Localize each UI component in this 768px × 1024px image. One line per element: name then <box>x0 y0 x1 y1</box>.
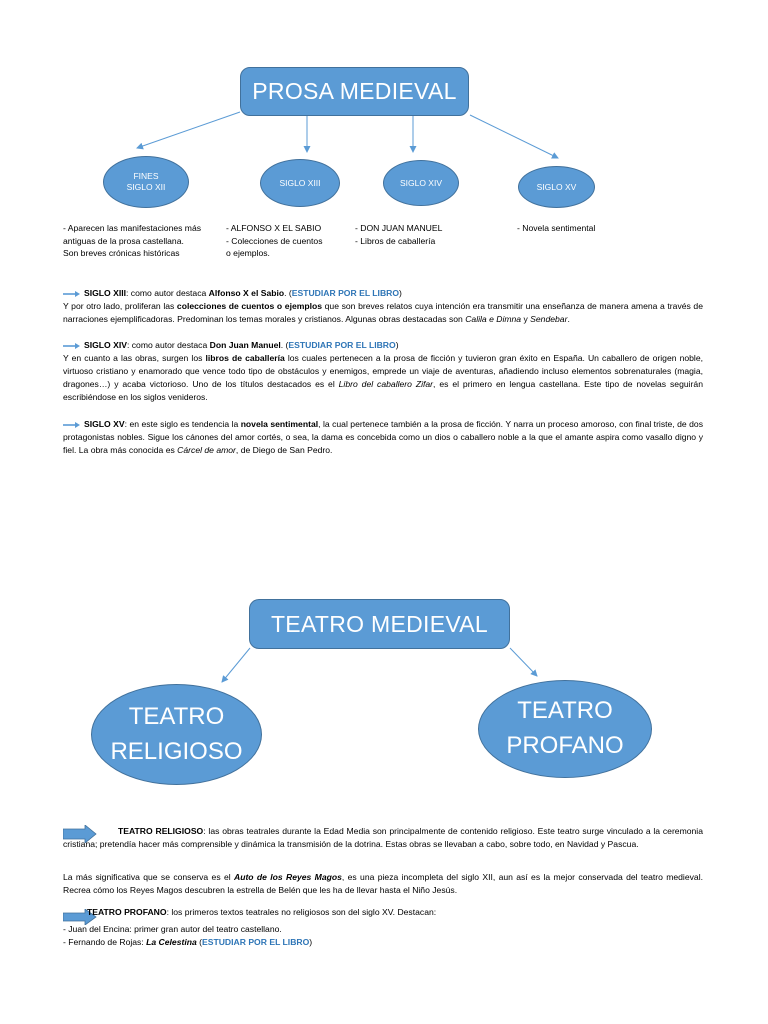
node-xiii-label: SIGLO XIII <box>279 177 321 188</box>
text: ) <box>395 340 399 350</box>
note-line: - Libros de caballería <box>355 235 436 246</box>
text: : como autor destaca <box>126 288 209 298</box>
text: , la cual pertenece también a la prosa de ficción. Y narra un proceso amoroso, con final triste, de dos protagonistas nobles. Sigue los cánones del amor cortés, o sea, la dama es concebida como un dios o caballero noble a la que el amante aspira como vasallo digno y fiel. La obra más conocida es <box>63 419 703 456</box>
author-name: Don Juan Manuel <box>209 340 281 350</box>
note-line: - Colecciones de cuentos <box>226 235 323 246</box>
connector-fines <box>137 112 240 148</box>
paragraph-teatro-religioso <box>63 825 703 851</box>
note-xiv <box>355 222 485 247</box>
note-xv <box>517 222 647 235</box>
node-siglo-xiv <box>383 160 459 206</box>
work-title: Libro del caballero Zifar <box>338 379 434 390</box>
paragraph-teatro-profano <box>63 906 703 949</box>
text: : en este siglo es tendencia la <box>124 419 241 429</box>
work-title: Sendebar <box>530 314 568 325</box>
connector-religioso <box>222 648 250 682</box>
teatro-title: TEATRO MEDIEVAL <box>270 610 489 637</box>
arrow-right-icon <box>63 421 81 429</box>
node-xv-label: SIGLO XV <box>536 181 577 192</box>
text: , es una pieza incompleta del siglo XII, aun así es la mejor conservada del teatro medieval. Recrea cómo los Reyes Magos descubren la estrella de Belén que les ha de llevar hasta el Niño Jesús. <box>63 872 703 896</box>
note-line: - DON JUAN MANUEL <box>355 223 443 233</box>
profano-head: TEATRO PROFANO <box>87 907 167 917</box>
text: . ( <box>284 288 292 298</box>
siglo-xv-head: SIGLO XV <box>84 419 125 429</box>
prosa-title-box <box>240 67 469 116</box>
node-teatro-profano <box>478 680 652 778</box>
note-line: antiguas de la prosa castellana. <box>63 235 184 246</box>
text: . ( <box>280 340 289 350</box>
arrow-right-icon <box>63 290 81 298</box>
text: ) <box>399 288 402 298</box>
prosa-title: PROSA MEDIEVAL <box>252 78 457 104</box>
work-title: Cárcel de amor <box>177 445 236 456</box>
bold-term: novela sentimental <box>240 419 319 429</box>
note-line: Son breves crónicas históricas <box>63 248 180 259</box>
siglo-xiv-head: SIGLO XIV <box>84 340 127 350</box>
connector-profano <box>510 648 537 676</box>
teatro-title-box <box>249 599 510 649</box>
text: Y en cuanto a las obras, surgen los <box>63 353 206 364</box>
note-fines <box>63 222 233 260</box>
profano-line1: TEATRO <box>517 697 613 725</box>
node-xiv-label: SIGLO XIV <box>399 177 443 188</box>
work-title: La Celestina <box>146 937 197 948</box>
paragraph-siglo-xv <box>63 418 703 457</box>
study-link[interactable]: ESTUDIAR POR EL LIBRO <box>202 937 310 948</box>
text: ( <box>196 937 203 948</box>
node-siglo-xiii <box>260 159 340 207</box>
text: que son breves relatos cuya intención era transmitir una enseñanza de manera amena a través de narraciones ejemplificadoras. Predominan los temas morales y cristianos. Algunas obras destacadas son <box>63 301 703 325</box>
node-fines-siglo-xii <box>103 156 189 208</box>
node-siglo-xv <box>518 166 595 208</box>
text: y <box>521 314 531 325</box>
text: , de Diego de San Pedro. <box>235 445 333 456</box>
paragraph-siglo-xiv <box>63 339 703 404</box>
node-fines-line1: FINES <box>133 171 159 182</box>
work-title: Calila e Dimna <box>465 314 522 325</box>
connector-xv <box>470 115 558 158</box>
node-fines-line2: SIGLO XII <box>126 182 166 192</box>
list-item: - Juan del Encina: primer gran autor del teatro castellano. <box>63 924 282 935</box>
list-item <box>63 936 703 949</box>
study-link[interactable]: ESTUDIAR POR EL LIBRO <box>291 288 400 298</box>
religioso-head: TEATRO RELIGIOSO <box>118 826 204 836</box>
note-line: - ALFONSO X EL SABIO <box>226 223 322 233</box>
study-link[interactable]: ESTUDIAR POR EL LIBRO <box>288 340 396 350</box>
text: , es el primero en lengua castellana. Este tipo de novelas seguirán escribiéndose en los siglos venideros. <box>63 379 703 403</box>
text: los cuales pertenecen a la prosa de ficción y tuvieron gran éxito en España. Un caballero de origen noble, virtuoso cristiano y enamorado que vence todo tipo de obstáculos y enemigos, emprede un viaje de aventuras, añadiendo incluso elementos sobrenaturales (magia, dragones…) y acaba victorioso. Uno de los títulos destacados es el <box>63 353 704 390</box>
paragraph-auto-reyes-magos <box>63 871 703 897</box>
author-name: Alfonso X el Sabio <box>208 288 285 298</box>
paragraph-siglo-xiii <box>63 287 703 326</box>
node-teatro-religioso <box>91 684 262 785</box>
bold-term: colecciones de cuentos o ejemplos <box>176 301 323 312</box>
text: : las obras teatrales durante la Edad Media son principalmente de contenido religioso. Este teatro surge vinculado a la ceremonia cristiana; pretendía hacer más comprensible y dinámica la transmisión de la dotrina. Estas obras se llevaban a cabo, sobre todo, en Navidad y Pascua. <box>63 826 703 850</box>
text: Y por otro lado, proliferan las <box>63 301 177 312</box>
note-xiii <box>226 222 356 260</box>
text: : los primeros textos teatrales no religiosos son del siglo XV. Destacan: <box>166 907 437 917</box>
work-title: Auto de los Reyes Magos <box>233 872 342 882</box>
bold-term: libros de caballería <box>205 353 285 364</box>
text: . <box>567 314 570 325</box>
text: ) <box>309 937 313 948</box>
note-line: - Novela sentimental <box>517 223 596 233</box>
text: - Fernando de Rojas: <box>63 937 147 948</box>
religioso-line1: TEATRO <box>128 702 225 730</box>
note-line: - Aparecen las manifestaciones más <box>63 223 202 233</box>
siglo-xiii-head: SIGLO XIII <box>84 288 127 298</box>
text: : como autor destaca <box>126 340 210 350</box>
text: La más significativa que se conserva es el <box>63 872 234 882</box>
religioso-line2: RELIGIOSO <box>110 737 243 765</box>
note-line: o ejemplos. <box>226 248 270 259</box>
arrow-right-icon <box>63 342 81 350</box>
profano-line2: PROFANO <box>506 732 624 759</box>
